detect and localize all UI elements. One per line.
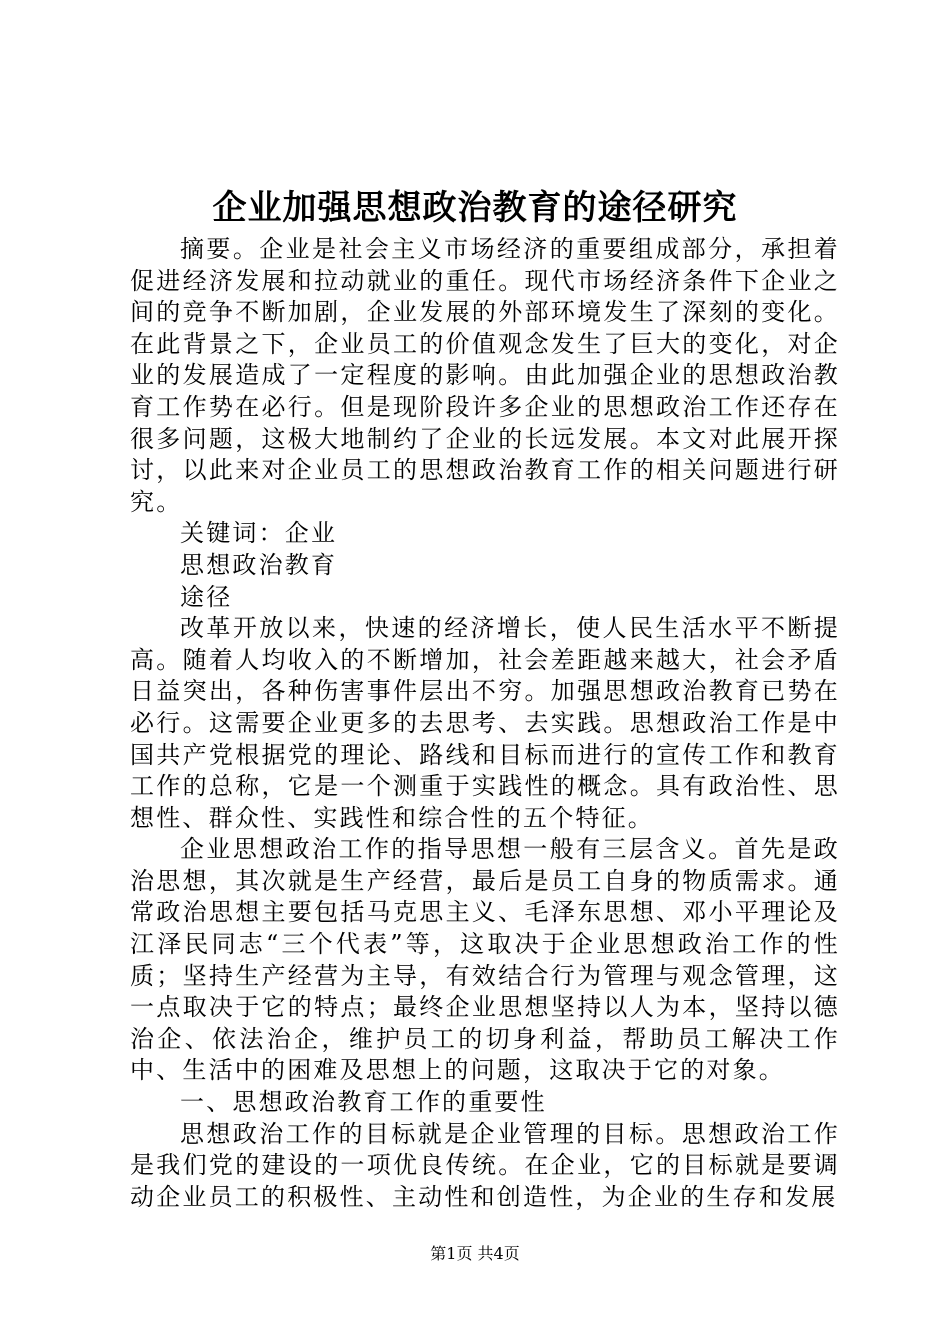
keyword-item: 途径: [180, 582, 233, 611]
keywords-line: 关键词：企业: [180, 519, 338, 548]
abstract-paragraph: 摘要。企业是社会主义市场经济的重要组成部分，承担着促进经济发展和拉动就业的重任。现代市场经济条件下企业之间的竞争不断加剧，企业发展的外部环境发生了深刻的变化。在此背景之下，企业员工的价值观念发生了巨大的变化，对企业的发展造成了一定程度的影响。由此加强企业的思想政治教育工作势在必行。但是现阶段许多企业的思想政治工作还存在很多问题，这极大地制约了企业的长远发展。本文对此展开探讨，以此来对企业员工的思想政治教育工作的相关问题进行研究。: [130, 235, 840, 516]
body-paragraph: 思想政治工作的目标就是企业管理的目标。思想政治工作是我们党的建设的一项优良传统。在企业，它的目标就是要调动企业员工的积极性、主动性和创造性，为企业的生存和发展: [130, 1119, 840, 1211]
body-paragraph: 企业思想政治工作的指导思想一般有三层含义。首先是政治思想，其次就是生产经营，最后是员工自身的物质需求。通常政治思想主要包括马克思主义、毛泽东思想、邓小平理论及江泽民同志“三个代表”等，这取决于企业思想政治工作的性质；坚持生产经营为主导，有效结合行为管理与观念管理，这一点取决于它的特点；最终企业思想坚持以人为本，坚持以德治企、依法治企，维护员工的切身利益，帮助员工解决工作中、生活中的困难及思想上的问题，这取决于它的对象。: [130, 835, 840, 1085]
document-title: 企业加强思想政治教育的途径研究: [212, 188, 738, 228]
document-body: [130, 234, 840, 1213]
section-heading: 一、思想政治教育工作的重要性: [180, 1088, 547, 1117]
page-footer: 第1页 共4页: [430, 1244, 520, 1263]
keyword-item: 思想政治教育: [180, 550, 338, 579]
body-paragraph: 改革开放以来，快速的经济增长，使人民生活水平不断提高。随着人均收入的不断增加，社会差距越来越大，社会矛盾日益突出，各种伤害事件层出不穷。加强思想政治教育已势在必行。这需要企业更多的去思考、去实践。思想政治工作是中国共产党根据党的理论、路线和目标而进行的宣传工作和教育工作的总称，它是一个测重于实践性的概念。具有政治性、思想性、群众性、实践性和综合性的五个特征。: [130, 614, 840, 832]
